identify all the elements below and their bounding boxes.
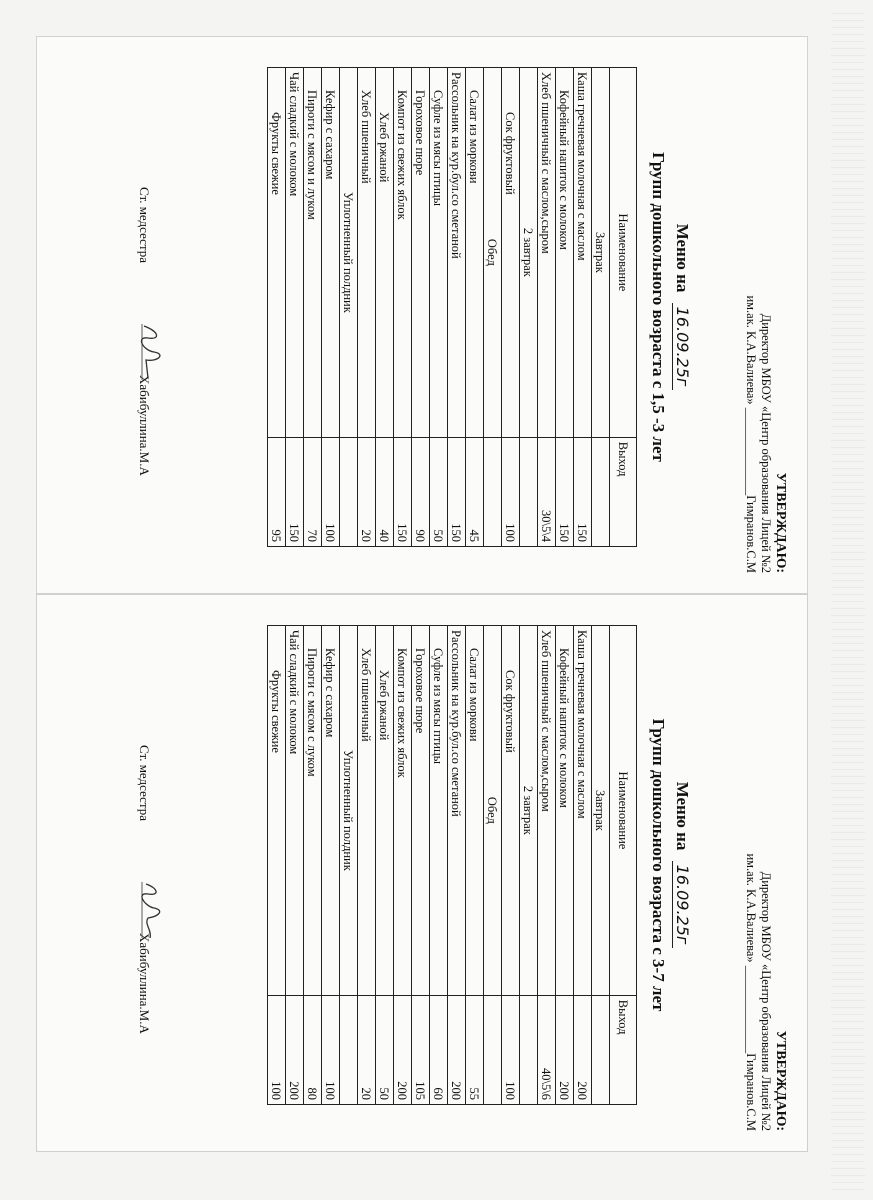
section-title: 2 завтрак: [520, 68, 538, 438]
approval-block: [743, 831, 788, 1131]
approval-line2: [743, 831, 758, 1131]
table-row: [376, 626, 394, 1105]
nurse-label: Ст. медсестра: [137, 745, 152, 822]
dish-name: Пироги с мясом и луком: [304, 68, 322, 438]
section-row: [592, 626, 610, 1105]
dish-name: Чай сладкий с молоком: [286, 626, 304, 996]
table-row: [556, 68, 574, 547]
dish-name: Салат из моркови: [466, 68, 484, 438]
dish-output: 200: [394, 995, 412, 1104]
dish-name: Компот из свежих яблок: [394, 626, 412, 996]
dish-output: 100: [502, 995, 520, 1104]
dish-output: 150: [448, 437, 466, 546]
dish-name: Кофейный напиток с молоком: [556, 68, 574, 438]
approval-line1: Директор МБОУ «Центр образования Лицей №2: [759, 871, 773, 1131]
scan-margin-noise: [831, 10, 865, 1190]
section-out-cell: [520, 437, 538, 546]
dish-name: Хлеб пшеничный: [358, 68, 376, 438]
column-header-name: Наименование: [610, 68, 637, 438]
table-row: [286, 68, 304, 547]
menu-table: [267, 625, 637, 1105]
dish-name: Гороховое пюре: [412, 68, 430, 438]
table-row: [448, 68, 466, 547]
section-title: Обед: [484, 626, 502, 996]
menu-table: [267, 67, 637, 547]
approval-line2: [743, 273, 758, 573]
table-row: [412, 68, 430, 547]
nurse-name: Хабибуллина.М.А: [137, 933, 152, 1034]
dish-name: Гороховое пюре: [412, 626, 430, 996]
menu-label: Меню на: [673, 223, 692, 293]
section-out-cell: [592, 995, 610, 1104]
section-out-cell: [484, 995, 502, 1104]
approval-title: УТВЕРЖДАЮ:: [773, 472, 788, 573]
section-out-cell: [592, 437, 610, 546]
signature-blank: ______________: [744, 965, 758, 1054]
section-out-cell: [520, 995, 538, 1104]
table-row: [448, 626, 466, 1105]
dish-name: Каша гречневая молочная с маслом: [574, 68, 592, 438]
section-title: Уплотненный полдник: [340, 626, 358, 996]
dish-output: 150: [394, 437, 412, 546]
nurse-name: Хабибуллина.М.А: [137, 375, 152, 476]
dish-name: Хлеб пшеничный с маслом,сыром: [538, 626, 556, 996]
dish-output: 50: [430, 437, 448, 546]
table-row: [556, 626, 574, 1105]
dish-name: Кофейный напиток с молоком: [556, 626, 574, 996]
section-out-cell: [340, 437, 358, 546]
menu-date: 16.09.25г: [672, 303, 692, 391]
table-row: [466, 68, 484, 547]
table-row: [574, 626, 592, 1105]
table-row: [358, 626, 376, 1105]
dish-name: Кефир с сахаром: [322, 68, 340, 438]
table-row: [412, 626, 430, 1105]
dish-output: 80: [304, 995, 322, 1104]
table-row: [394, 68, 412, 547]
group-title: Групп дошкольного возраста с 3-7 лет: [649, 718, 668, 1012]
dish-name: Компот из свежих яблок: [394, 68, 412, 438]
table-row: [502, 68, 520, 547]
menu-sheet: [42, 37, 792, 577]
dish-name: Сок фруктовый: [502, 626, 520, 996]
director-name: Гимранов.С.М: [744, 495, 758, 573]
section-row: [340, 68, 358, 547]
signature-icon: [136, 880, 166, 940]
dish-name: Салат из моркови: [466, 626, 484, 996]
table-row: [394, 626, 412, 1105]
table-row: [304, 626, 322, 1105]
section-row: [520, 68, 538, 547]
nurse-label: Ст. медсестра: [137, 187, 152, 264]
dish-name: Хлеб пшеничный: [358, 626, 376, 996]
section-row: [484, 68, 502, 547]
table-row: [466, 626, 484, 1105]
dish-output: 150: [556, 437, 574, 546]
dish-output: 95: [268, 437, 286, 546]
dish-output: 100: [502, 437, 520, 546]
dish-output: 20: [358, 995, 376, 1104]
table-row: [286, 626, 304, 1105]
table-header-row: [610, 68, 637, 547]
section-title: 2 завтрак: [520, 626, 538, 996]
menu-date: 16.09.25г: [672, 861, 692, 949]
section-title: Уплотненный полдник: [340, 68, 358, 438]
dish-output: 150: [286, 437, 304, 546]
column-header-out: Выход: [610, 995, 637, 1104]
dish-output: 45: [466, 437, 484, 546]
table-row: [538, 68, 556, 547]
signature-icon: [136, 322, 166, 382]
signature-blank: ______________: [744, 407, 758, 496]
dish-output: 150: [574, 437, 592, 546]
dish-name: Фрукты свежие: [268, 626, 286, 996]
dish-output: 100: [268, 995, 286, 1104]
dish-name: Суфле из мясы птицы: [430, 626, 448, 996]
dish-name: Рассольник на кур.бул.со сметаной: [448, 626, 466, 996]
dish-name: Каша гречневая молочная с маслом: [574, 626, 592, 996]
dish-name: Чай сладкий с молоком: [286, 68, 304, 438]
section-row: [484, 626, 502, 1105]
dish-name: Пироги с мясом с луком: [304, 626, 322, 996]
dish-output: 200: [448, 995, 466, 1104]
approval-line1: Директор МБОУ «Центр образования Лицей №2: [759, 313, 773, 573]
menu-sheet: [42, 595, 792, 1135]
dish-name: Суфле из мясы птицы: [430, 68, 448, 438]
section-row: [592, 68, 610, 547]
table-row: [538, 626, 556, 1105]
dish-output: 105: [412, 995, 430, 1104]
table-row: [304, 68, 322, 547]
approval-org: им.ак. К.А.Валиева»: [744, 295, 758, 405]
dish-output: 50: [376, 995, 394, 1104]
dish-name: Хлеб ржаной: [376, 626, 394, 996]
table-header-row: [610, 626, 637, 1105]
section-row: [520, 626, 538, 1105]
table-row: [358, 68, 376, 547]
dish-output: 200: [286, 995, 304, 1104]
dish-name: Хлеб пшеничный с маслом,сыром: [538, 68, 556, 438]
menu-page-toddlers: [36, 36, 808, 594]
section-row: [340, 626, 358, 1105]
dish-name: Фрукты свежие: [268, 68, 286, 438]
dish-output: 100: [322, 437, 340, 546]
director-name: Гимранов.С.М: [744, 1053, 758, 1131]
dish-name: Сок фруктовый: [502, 68, 520, 438]
table-row: [430, 626, 448, 1105]
section-title: Завтрак: [592, 626, 610, 996]
section-out-cell: [340, 995, 358, 1104]
table-row: [502, 626, 520, 1105]
dish-output: 20: [358, 437, 376, 546]
table-row: [430, 68, 448, 547]
table-row: [376, 68, 394, 547]
menu-heading: [648, 37, 692, 577]
dish-output: 40\5\6: [538, 995, 556, 1104]
section-out-cell: [484, 437, 502, 546]
approval-block: [743, 273, 788, 573]
dish-output: 55: [466, 995, 484, 1104]
column-header-out: Выход: [610, 437, 637, 546]
table-row: [322, 68, 340, 547]
section-title: Обед: [484, 68, 502, 438]
table-row: [322, 626, 340, 1105]
dish-output: 70: [304, 437, 322, 546]
menu-heading: [648, 595, 692, 1135]
dish-name: Хлеб ржаной: [376, 68, 394, 438]
table-row: [268, 68, 286, 547]
dish-output: 90: [412, 437, 430, 546]
dish-output: 200: [556, 995, 574, 1104]
dish-output: 30\5\4: [538, 437, 556, 546]
dish-output: 200: [574, 995, 592, 1104]
menu-title-line: [672, 595, 692, 1135]
approval-org: им.ак. К.А.Валиева»: [744, 853, 758, 963]
dish-name: Кефир с сахаром: [322, 626, 340, 996]
column-header-name: Наименование: [610, 626, 637, 996]
section-title: Завтрак: [592, 68, 610, 438]
approval-title: УТВЕРЖДАЮ:: [773, 1030, 788, 1131]
menu-label: Меню на: [673, 781, 692, 851]
dish-output: 60: [430, 995, 448, 1104]
table-row: [268, 626, 286, 1105]
dish-output: 100: [322, 995, 340, 1104]
group-title: Групп дошкольного возраста с 1,5 -3 лет: [649, 152, 668, 462]
menu-title-line: [672, 37, 692, 577]
dish-name: Рассольник на кур.бул.со сметаной: [448, 68, 466, 438]
menu-page-preschool: [36, 594, 808, 1152]
table-row: [574, 68, 592, 547]
dish-output: 40: [376, 437, 394, 546]
